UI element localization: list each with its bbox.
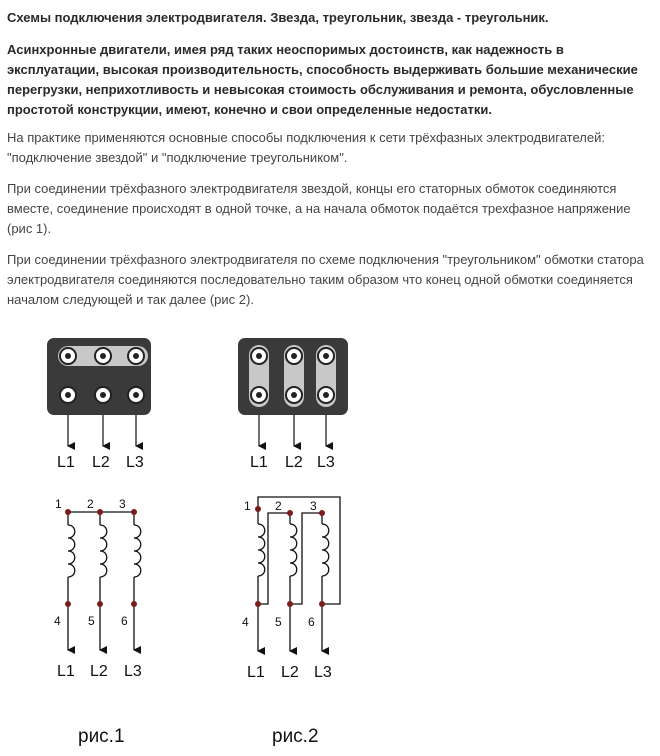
fig2-terminal-6: 6: [308, 615, 315, 629]
fig2-terminal-5: 5: [275, 615, 282, 629]
fig1-terminal-5: 5: [88, 614, 95, 628]
article-title: Схемы подключения электродвигателя. Звезда, треугольник, звезда - треугольник.: [7, 10, 549, 25]
fig1-terminal-4: 4: [54, 614, 61, 628]
fig1-schematic-l3: L3: [124, 663, 142, 680]
fig2-terminal-4: 4: [242, 615, 249, 629]
delta-coil-2: [290, 524, 297, 576]
fig2-supply-arrows: [259, 415, 326, 446]
star-schematic: [68, 512, 141, 650]
fig1-supply-arrows: [68, 415, 136, 446]
fig2-terminal-1: 1: [244, 499, 251, 513]
fig2-schematic-l1: L1: [247, 664, 265, 681]
winding-coil-3: [134, 525, 141, 577]
fig2-terminal-3: 3: [310, 499, 317, 513]
fig1-schematic-l1: L1: [57, 663, 75, 680]
terminal-row-bottom: [60, 387, 144, 403]
fig2-schematic-l3: L3: [314, 664, 332, 681]
fig1-terminal-3: 3: [119, 497, 126, 511]
fig1-caption: рис.1: [78, 726, 125, 747]
article-lead: Асинхронные двигатели, имея ряд таких неоспоримых достоинств, как надежность в эксплуатации, высокая производительность, способность выдерживать большие механические перегрузки, неприхотливость и невысокая стоимость обслуживания и ремонта, обусловленные простотой конструкции, имеют, конечно и свои определенные недостатки.: [7, 42, 638, 117]
fig1-box-label-l1: L1: [57, 454, 75, 471]
delta-coil-1: [258, 524, 265, 576]
terminal-row-top: [60, 348, 144, 364]
fig2-schematic-l2: L2: [281, 664, 299, 681]
paragraph-star-connection: При соединении трёхфазного электродвигателя звездой, концы его статорных обмоток соединяются вместе, соединение происходят в одной точке, а на начала обмоток подаётся трехфазное напряжение (рис 1).: [7, 181, 631, 236]
fig2-box-label-l3: L3: [317, 454, 335, 471]
fig1-terminal-6: 6: [121, 614, 128, 628]
delta-coil-3: [322, 524, 329, 576]
fig2-caption: рис.2: [272, 726, 319, 747]
winding-coil-1: [68, 525, 75, 577]
delta-terminal-box: [238, 338, 348, 415]
fig2-terminal-2: 2: [275, 499, 282, 513]
paragraph-connection-methods: На практике применяются основные способы подключения к сети трёхфазных электродвигателей: "подключение звездой" и "подключение треугольником".: [7, 130, 605, 165]
fig2-box-label-l2: L2: [285, 454, 303, 471]
fig1-terminal-2: 2: [87, 497, 94, 511]
winding-coil-2: [100, 525, 107, 577]
paragraph-delta-connection: При соединении трёхфазного электродвигателя по схеме подключения "треугольником" обмотки статора электродвигателя соединяются последовательно таким образом что конец одной обмотки соединяется началом следующей и так далее (рис 2).: [7, 252, 644, 307]
star-terminal-box: [47, 338, 151, 415]
fig1-box-label-l3: L3: [126, 454, 144, 471]
delta-schematic: [258, 497, 340, 651]
fig1-terminal-1: 1: [55, 497, 62, 511]
fig1-schematic-l2: L2: [90, 663, 108, 680]
fig1-box-label-l2: L2: [92, 454, 110, 471]
star-nodes: [65, 509, 137, 607]
fig2-box-label-l1: L1: [250, 454, 268, 471]
